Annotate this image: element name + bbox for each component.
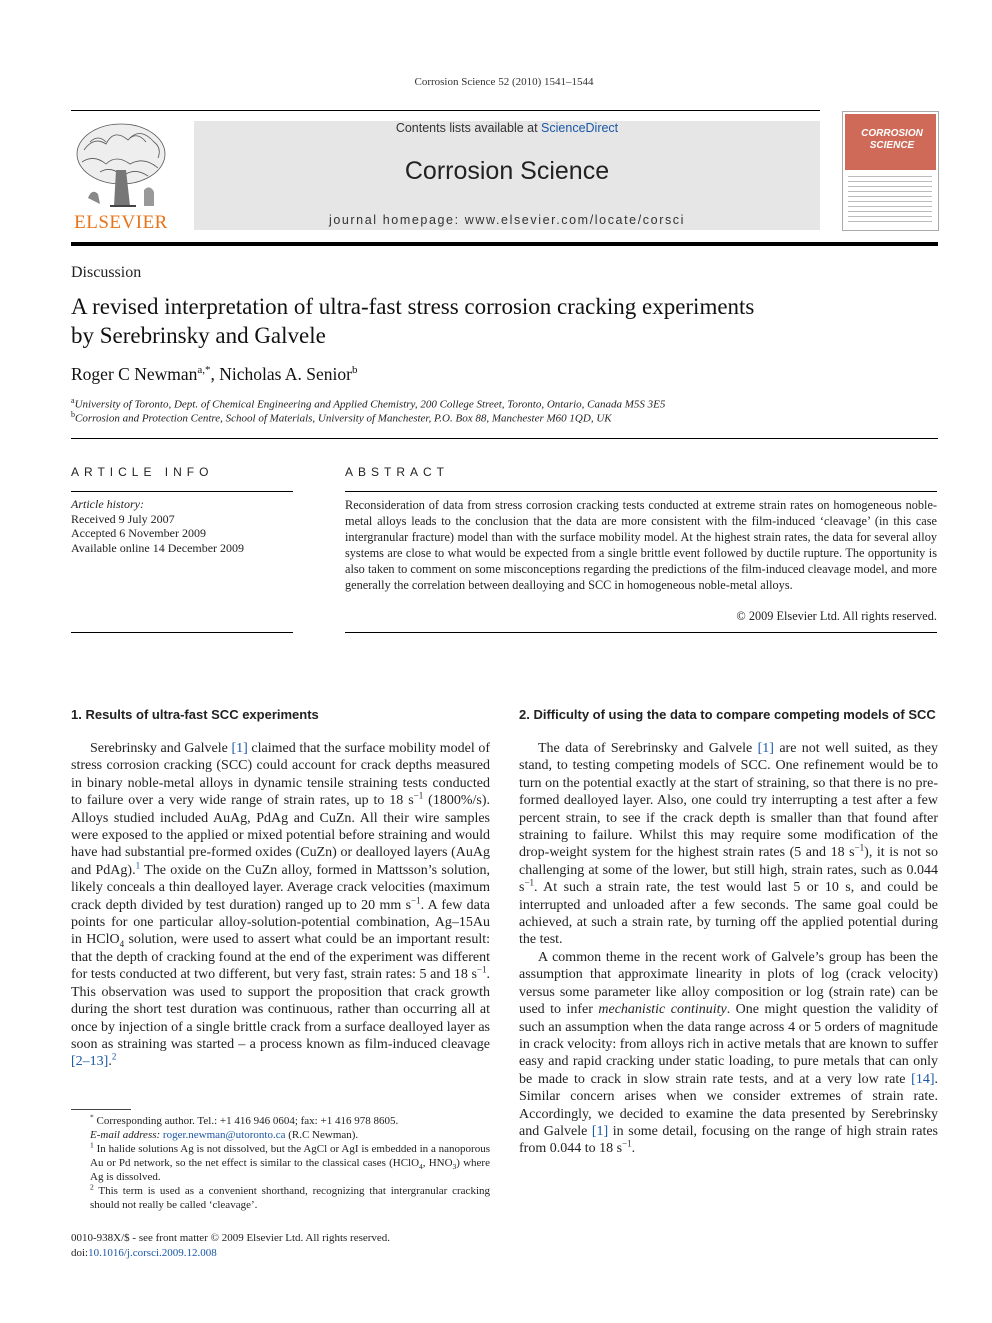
history-accepted: Accepted 6 November 2009 bbox=[71, 526, 206, 540]
fn1-text-a: In halide solutions Ag is not dissolved, but the AgCl or AgI is embedded in a nanoporous Au or Pd network, so the net effect is similar to the classical cases (HClO bbox=[90, 1143, 491, 1169]
cover-banner bbox=[845, 114, 936, 170]
affil-b-text: Corrosion and Protection Centre, School of Materials, University of Manchester, P.O. Box 88, Manchester M60 1QD, UK bbox=[75, 412, 612, 425]
s1-text-c: (1800%/s). Alloys studied included AuAg, PdAg and CuZn. All their wire samples were exposed to the applied or mixed potential before straining and would have had substantial pre-formed oxides (CuZn) or dealloyed layers (AuAg and PdAg). bbox=[71, 793, 490, 878]
s1-text-g: . This observation was used to support the proposition that crack growth during the short test duration was continuous, rather than occurring all at once by injection of a single brittle crack from a surface dealloyed layer as soon as straining was started – a process known as film-induced cleavage bbox=[71, 967, 490, 1052]
affiliation-rule bbox=[71, 438, 938, 439]
history-online: Available online 14 December 2009 bbox=[71, 540, 245, 555]
s1-exp-1: −1 bbox=[413, 790, 424, 801]
elsevier-tree-icon bbox=[70, 120, 172, 212]
author-newman[interactable]: Roger C Newman bbox=[71, 364, 198, 384]
history-received: Received 9 July 2007 bbox=[71, 511, 175, 526]
article-title bbox=[71, 292, 911, 350]
fn1-text-b: , HNO bbox=[422, 1157, 453, 1169]
footnote-1 bbox=[71, 1142, 490, 1184]
s1-text-b: claimed that the surface mobility model of stress corrosion cracking (SCC) could account for crack depths measured in binary noble-metal alloys in dynamic tensile straining tests conducted to failure over a very wide range of strain rates, up to 18 s bbox=[71, 741, 490, 809]
elsevier-wordmark: ELSEVIER bbox=[74, 212, 168, 233]
author1-affil-mark: a,* bbox=[197, 364, 211, 377]
s2p2-text-c: . Similar concern arises when we consider extremes of strain rate. Accordingly, we decided to examine the data presented by Serebrinsky and Galvele bbox=[519, 1071, 938, 1139]
ref-1-link[interactable]: [1] bbox=[231, 741, 248, 756]
section1-heading: 1. Results of ultra-fast SCC experiments bbox=[71, 707, 319, 722]
article-type: Discussion bbox=[71, 264, 142, 281]
footnote-1-mark[interactable]: 1 bbox=[135, 860, 141, 871]
s1-exp-3: −1 bbox=[476, 964, 487, 975]
issn-line: 0010-938X/$ - see front matter © 2009 Elsevier Ltd. All rights reserved. bbox=[71, 1232, 391, 1244]
footnote-rule bbox=[71, 1109, 131, 1110]
s1-text-a: Serebrinsky and Galvele bbox=[90, 741, 232, 756]
ref-1-link-s2[interactable]: [1] bbox=[757, 741, 774, 756]
s1-exp-2: −1 bbox=[411, 895, 421, 905]
s2p2-text-b: . One might question the validity of such an assumption when the data range across 4 or 5 orders of magnitude in crack velocity: from alloys rich in active metals that are known to suffer easy and rapid cracking under static loading, to pure metals that can only be made to crack in slow strain rate tests, and at a very low rate bbox=[519, 1002, 938, 1087]
s2p1-text-c: ), it is not so challenging at some of the lower, but still high, strain rates, such as 0.044 s bbox=[519, 845, 938, 896]
s2p1-text-d: . At such a strain rate, the test would last 5 or 10 s, and could be interrupted and unloaded after a few seconds. The same goal could be achieved, at such a strain rate, by turning off the applied potential during the test. bbox=[519, 880, 938, 948]
abstract-rule-bottom bbox=[345, 632, 937, 633]
author2-affil-mark: b bbox=[351, 364, 358, 377]
fn1-sub-3: 3 bbox=[452, 1162, 457, 1172]
affil-a-text: University of Toronto, Dept. of Chemical Engineering and Applied Chemistry, 200 College Street, Toronto, Ontario, Canada M5S 3E5 bbox=[74, 398, 666, 411]
abstract-heading: ABSTRACT bbox=[345, 465, 450, 479]
author-senior[interactable]: Nicholas A. Senior bbox=[219, 364, 352, 384]
title-line2: by Serebrinsky and Galvele bbox=[71, 323, 326, 348]
fn1-text-c: ) where Ag is dissolved. bbox=[90, 1157, 490, 1183]
s2p2-emphasis: mechanistic continuity bbox=[598, 1002, 727, 1018]
affil-b-mark: b bbox=[71, 410, 75, 419]
footnote-corresponding bbox=[71, 1114, 490, 1128]
abstract-copyright: © 2009 Elsevier Ltd. All rights reserved. bbox=[736, 609, 937, 623]
footnote-2-mark[interactable]: 2 bbox=[111, 1051, 117, 1062]
ref-1-link-s2b[interactable]: [1] bbox=[591, 1123, 609, 1139]
section2-heading: 2. Difficulty of using the data to compare competing models of SCC bbox=[519, 707, 936, 722]
affiliation-b bbox=[71, 410, 612, 425]
body-column-left bbox=[71, 706, 490, 1071]
affil-a-mark: a bbox=[71, 396, 75, 405]
contents-availability bbox=[194, 121, 820, 136]
footnote-2 bbox=[71, 1184, 490, 1212]
journal-citation: Corrosion Science 52 (2010) 1541–1544 bbox=[414, 76, 594, 88]
fn2-mark: 2 bbox=[90, 1182, 94, 1192]
fn-star-mark: * bbox=[90, 1112, 94, 1122]
footnotes bbox=[71, 1114, 490, 1212]
journal-cover-thumbnail bbox=[842, 111, 939, 231]
contents-prefix: Contents lists available at bbox=[395, 121, 542, 135]
s2-exp-1: −1 bbox=[854, 842, 865, 853]
s2p2-text-d: in some detail, focusing on the range of high strain rates from 0.044 to 18 s bbox=[519, 1123, 939, 1157]
article-info-heading: ARTICLE INFO bbox=[71, 465, 214, 479]
s1-text-e: . A few data points for one particular alloy-solution-potential combination, Ag–15Au in HClO bbox=[71, 897, 490, 948]
affiliation-a bbox=[71, 396, 665, 411]
fn-corr-text: Corresponding author. Tel.: +1 416 946 0604; fax: +1 416 978 8605. bbox=[96, 1115, 399, 1127]
s1-text-f: solution, were used to assert what could be an important result: that the depth of cracking found at the end of the experiment was different for tests conducted at two different, but very fast, strain rates: 5 and 18 s bbox=[71, 932, 490, 983]
doi-label: doi: bbox=[71, 1247, 89, 1259]
fn-email-tail: (R.C Newman). bbox=[285, 1129, 359, 1141]
ref-2-13-link[interactable]: [2–13] bbox=[71, 1054, 109, 1070]
journal-title: Corrosion Science bbox=[404, 157, 610, 185]
ref-14-link[interactable]: [14] bbox=[911, 1071, 935, 1087]
section1-paragraph1 bbox=[71, 740, 490, 1071]
header-top-rule bbox=[71, 110, 820, 111]
cover-title bbox=[851, 128, 933, 152]
journal-homepage[interactable]: journal homepage: www.elsevier.com/locate/corsci bbox=[328, 213, 686, 227]
doi-link[interactable]: 10.1016/j.corsci.2009.12.008 bbox=[88, 1247, 217, 1259]
fn1-mark: 1 bbox=[90, 1140, 94, 1150]
s1-sub-4: 4 bbox=[119, 939, 125, 950]
abstract-rule-top bbox=[345, 491, 937, 492]
article-info-rule-bottom bbox=[71, 632, 293, 633]
elsevier-logo bbox=[70, 120, 172, 232]
s2p2-text-a: A common theme in the recent work of Galvele’s group has been the assumption that approximate linearity in plots of log (crack velocity) versus some parameter like alloy composition or log (strain rate) can be used to infer bbox=[519, 949, 938, 1018]
journal-header-band bbox=[194, 121, 820, 230]
s1-text-d: The oxide on the CuZn alloy, formed in Mattsson’s solution, likely conceals a thin dealloyed layer. Average crack velocities (maximum crack depth divided by test duration) ranged up to 20 mm s bbox=[71, 862, 490, 913]
s2-exp-2: −1 bbox=[524, 877, 535, 888]
sciencedirect-link[interactable]: ScienceDirect bbox=[541, 121, 619, 135]
fn1-sub-4: 4 bbox=[419, 1162, 423, 1172]
article-history bbox=[71, 497, 244, 555]
s1-text-h: . bbox=[108, 1054, 112, 1070]
page-footer bbox=[71, 1231, 390, 1261]
email-link[interactable]: roger.newman@utoronto.ca bbox=[162, 1129, 286, 1141]
header-bottom-rule bbox=[71, 242, 938, 246]
s2p1-text-a: The data of Serebrinsky and Galvele bbox=[538, 741, 758, 756]
author-separator: , bbox=[210, 364, 220, 384]
section2-paragraph2 bbox=[519, 949, 938, 1158]
history-label: Article history: bbox=[71, 497, 144, 511]
section2-paragraph1 bbox=[519, 740, 938, 949]
title-line1: A revised interpretation of ultra-fast stress corrosion cracking experiments bbox=[71, 294, 755, 319]
s2p1-text-b: are not well suited, as they stand, to testing competing models of SCC. One refinement would be to turn on the potential exactly at the start of straining, so that there is no pre-formed dealloyed layer. Also, one could try interrupting a test after a few percent strain, to see if the crack depth is smaller than that found after straining to failure. Whilst this may require some modification of the drop-weight system for the highest strain rates (5 and 18 s bbox=[519, 741, 938, 861]
fn2-text: This term is used as a convenient shorthand, recognizing that intergranular cracking should not really be called ‘cleavage’. bbox=[90, 1185, 490, 1211]
doi-line bbox=[71, 1246, 390, 1261]
article-info-rule-top bbox=[71, 491, 293, 492]
s2-exp-3: −1 bbox=[622, 1138, 632, 1149]
s2p2-text-e: . bbox=[631, 1141, 636, 1157]
author-list bbox=[71, 364, 357, 385]
footnote-email bbox=[71, 1128, 490, 1142]
abstract-text: Reconsideration of data from stress corrosion cracking tests conducted at extreme strain rates on homogeneous noble-metal alloys leads to the conclusion that the data are more consistent with the film-induced ‘cleavage’ (in this case intergranular fracture) model than with the surface mobility model. At the highest strain rates, the data for several alloy systems are close to what would be expected from a single brittle event followed by ductile rupture. The opportunity is also taken to comment on some misconceptions regarding the predictions of the film-induced cleavage model, and more generally the correlation between dealloying and SCC in homogeneous noble-metal alloys. bbox=[345, 498, 937, 592]
body-column-right bbox=[519, 706, 938, 1158]
cover-contents-lines bbox=[848, 176, 932, 226]
cover-title-line1: CORROSION bbox=[861, 128, 923, 139]
cover-title-line2: SCIENCE bbox=[869, 140, 915, 151]
fn-email-label: E-mail address: bbox=[90, 1129, 163, 1141]
